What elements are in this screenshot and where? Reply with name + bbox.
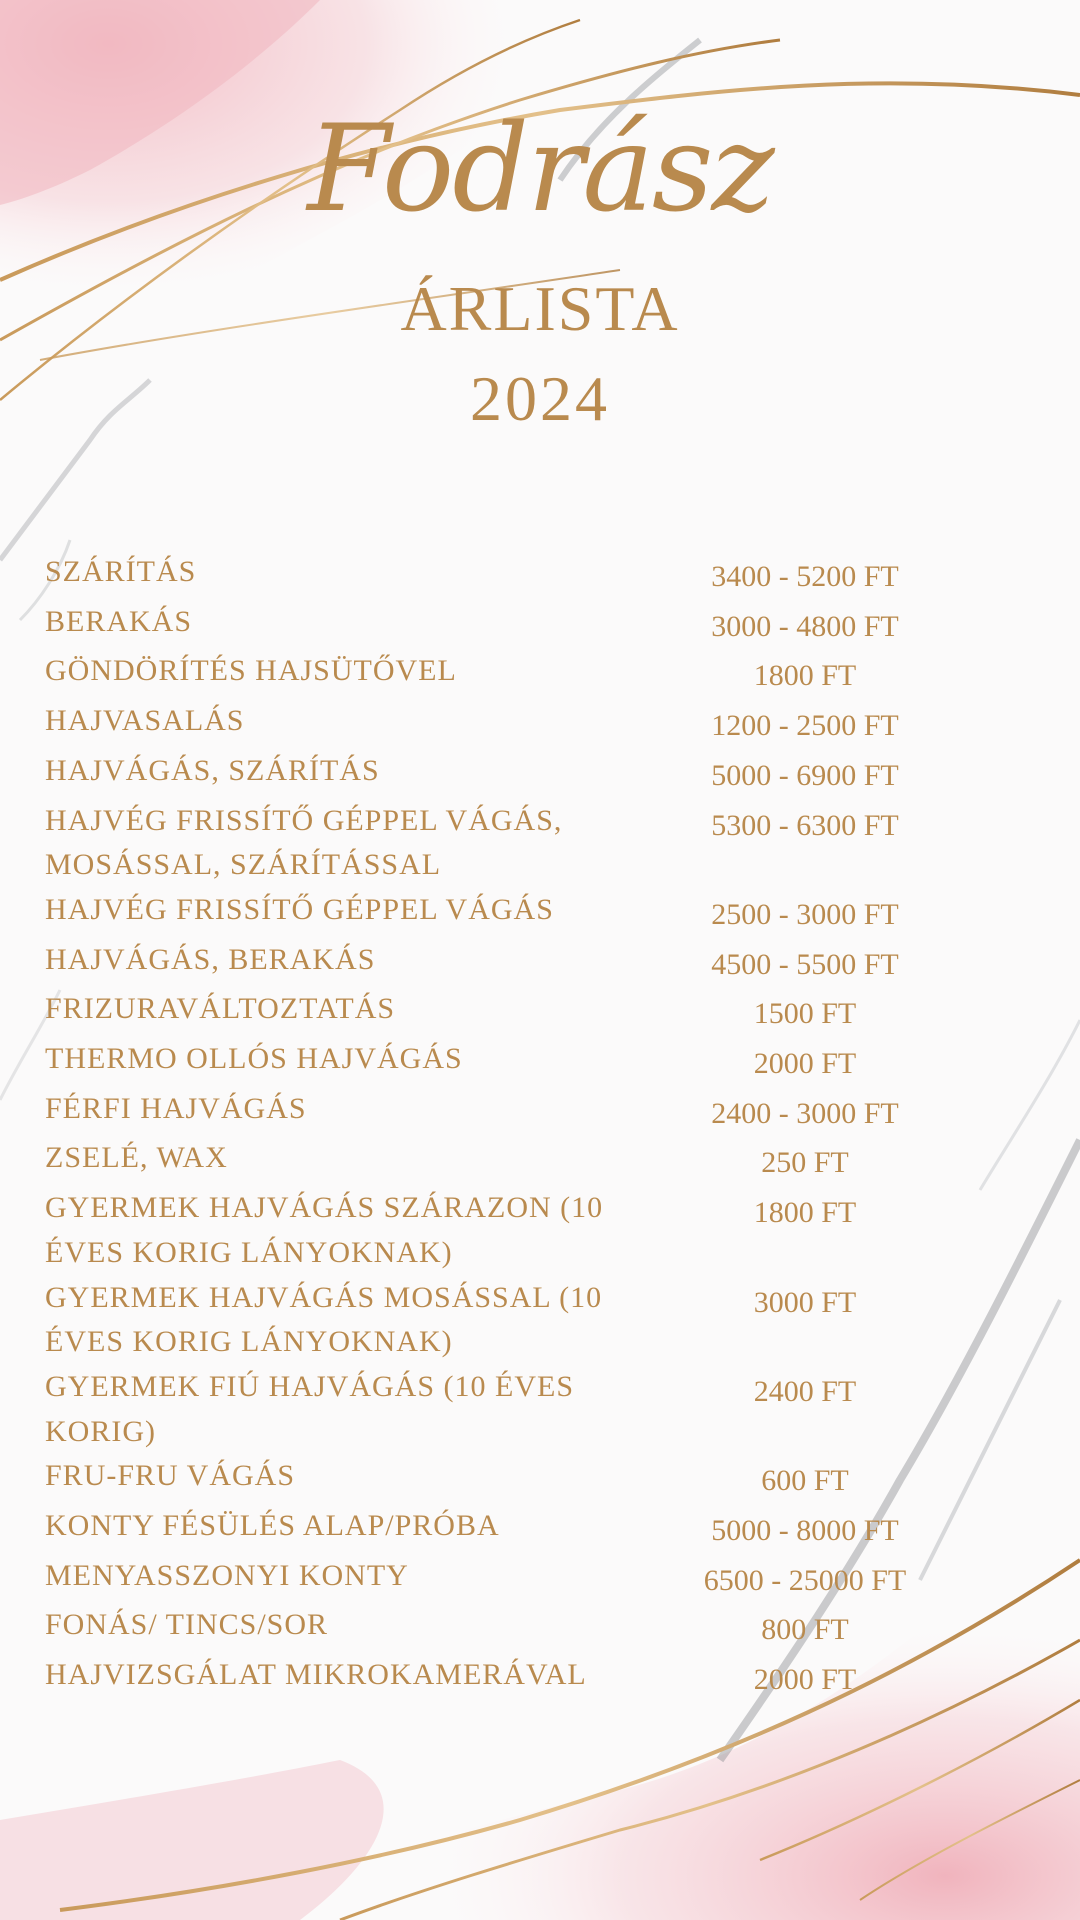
service-price: 2400 - 3000 FT bbox=[711, 1096, 899, 1130]
price-row bbox=[45, 1037, 1005, 1087]
service-name: HAJVÉG FRISSÍTŐ GÉPPEL VÁGÁS, MOSÁSSAL, SZÁRÍTÁSSAL bbox=[45, 803, 563, 882]
price-row bbox=[45, 1087, 1005, 1137]
service-name: SZÁRÍTÁS bbox=[45, 555, 197, 588]
price-row bbox=[45, 1504, 1005, 1554]
price-row bbox=[45, 1554, 1005, 1604]
price-row bbox=[45, 550, 1005, 600]
service-price: 3400 - 5200 FT bbox=[711, 560, 899, 593]
price-row bbox=[45, 938, 1005, 988]
service-name: GYERMEK FIÚ HAJVÁGÁS (10 ÉVES KORIG) bbox=[45, 1369, 575, 1448]
service-price: 600 FT bbox=[761, 1464, 849, 1498]
price-row bbox=[45, 1276, 1005, 1365]
service-price: 5000 - 6900 FT bbox=[711, 758, 899, 792]
service-price: 1800 FT bbox=[753, 1196, 857, 1230]
service-name: HAJVIZSGÁLAT MIKROKAMERÁVAL bbox=[45, 1658, 587, 1692]
service-price: 2400 FT bbox=[753, 1374, 857, 1408]
service-name: GYERMEK HAJVÁGÁS MOSÁSSAL (10 ÉVES KORIG LÁNYOKNAK) bbox=[45, 1280, 603, 1359]
service-price: 2000 FT bbox=[753, 1663, 857, 1697]
price-row bbox=[45, 888, 1005, 938]
script-title: Fodrász bbox=[307, 100, 773, 239]
service-name: KONTY FÉSÜLÉS ALAP/PRÓBA bbox=[45, 1509, 500, 1543]
service-price: 1800 FT bbox=[753, 659, 857, 693]
price-row bbox=[45, 1365, 1005, 1454]
service-name: HAJVASALÁS bbox=[45, 704, 245, 738]
service-price: 5300 - 6300 FT bbox=[711, 808, 899, 842]
service-name: FONÁS/ TINCS/SOR bbox=[45, 1608, 329, 1642]
service-price: 6500 - 25000 FT bbox=[703, 1563, 907, 1597]
service-name: GYERMEK HAJVÁGÁS SZÁRAZON (10 ÉVES KORIG LÁNYOKNAK) bbox=[45, 1191, 604, 1269]
service-price: 4500 - 5500 FT bbox=[711, 947, 899, 981]
service-name: FRU-FRU VÁGÁS bbox=[45, 1459, 296, 1493]
price-row bbox=[45, 799, 1005, 888]
price-row bbox=[45, 1186, 1005, 1275]
service-price: 2000 FT bbox=[753, 1047, 857, 1081]
service-price: 1500 FT bbox=[753, 997, 857, 1031]
year-label: 2024 bbox=[470, 363, 610, 434]
service-name: GÖNDÖRÍTÉS HAJSÜTŐVEL bbox=[45, 654, 457, 688]
price-row bbox=[45, 987, 1005, 1037]
service-name: HAJVÉG FRISSÍTŐ GÉPPEL VÁGÁS bbox=[45, 892, 554, 926]
service-name: BERAKÁS bbox=[45, 604, 193, 638]
price-row bbox=[45, 699, 1005, 749]
service-price: 800 FT bbox=[761, 1613, 849, 1647]
service-name: HAJVÁGÁS, SZÁRÍTÁS bbox=[45, 753, 380, 787]
price-list bbox=[45, 550, 1005, 1703]
price-row bbox=[45, 1136, 1005, 1186]
service-name: THERMO OLLÓS HAJVÁGÁS bbox=[45, 1042, 463, 1076]
price-row bbox=[45, 649, 1005, 699]
service-name: FRIZURAVÁLTOZTATÁS bbox=[45, 992, 396, 1026]
service-price: 1200 - 2500 FT bbox=[711, 709, 899, 743]
service-price: 2500 - 3000 FT bbox=[711, 897, 899, 931]
service-price: 5000 - 8000 FT bbox=[711, 1514, 899, 1548]
price-row bbox=[45, 600, 1005, 650]
service-price: 3000 FT bbox=[753, 1285, 857, 1319]
service-name: MENYASSZONYI KONTY bbox=[45, 1558, 409, 1592]
service-price: 250 FT bbox=[761, 1146, 849, 1180]
price-row bbox=[45, 749, 1005, 799]
price-row bbox=[45, 1454, 1005, 1504]
price-row bbox=[45, 1603, 1005, 1653]
price-row bbox=[45, 1653, 1005, 1703]
service-name: FÉRFI HAJVÁGÁS bbox=[45, 1091, 307, 1125]
service-name: ZSELÉ, WAX bbox=[45, 1141, 228, 1175]
service-price: 3000 - 4800 FT bbox=[711, 609, 899, 643]
page-title: ÁRLISTA bbox=[400, 273, 680, 344]
service-name: HAJVÁGÁS, BERAKÁS bbox=[45, 942, 376, 976]
